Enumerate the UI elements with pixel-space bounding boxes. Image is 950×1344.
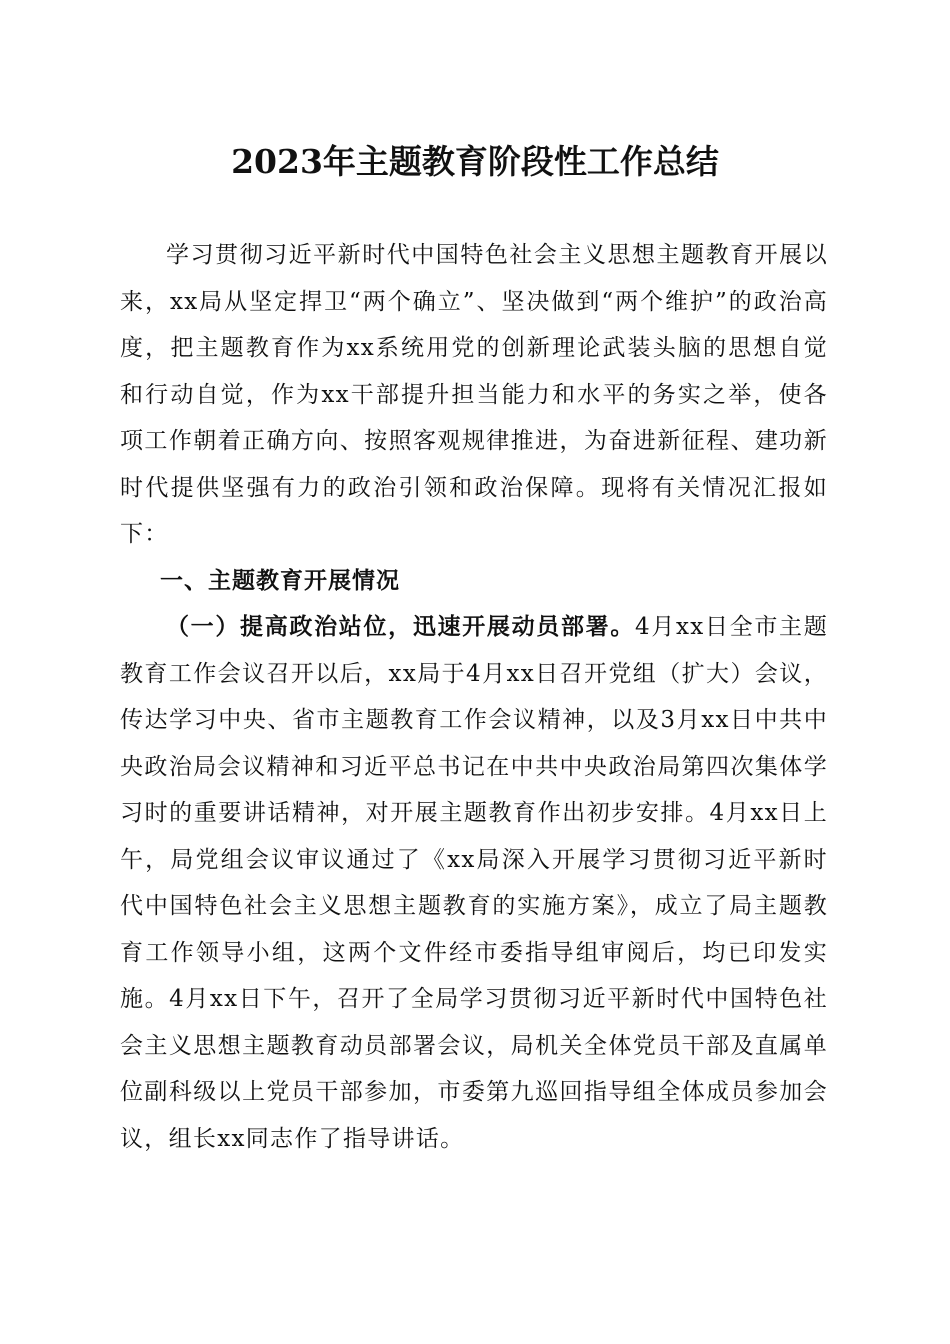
section-heading: 一、主题教育开展情况	[160, 567, 400, 594]
paragraph-text: 4月xx日全市主题教育工作会议召开以后，xx局于4月xx日召开党组（扩大）会议，传达学习中央、省市主题教育工作会议精神，以及3月xx日中共中央政治局会议精神和习近平总书记在中共中央政治局第四次集体学习时的重要讲话精神，对开展主题教育作出初步安排。4月xx日上午，局党组会议审议通过了《xx局深入开展学习贯彻习近平新时代中国特色社会主义思想主题教育的实施方案》，成立了局主题教育工作领导小组，这两个文件经市委指导组审阅后，均已印发实施。4月xx日下午，召开了全局学习贯彻习近平新时代中国特色社会主义思想主题教育动员部署会议，局机关全体党员干部及直属单位副科级以上党员干部参加，市委第九巡回指导组全体成员参加会议，组长xx同志作了指导讲话。	[120, 614, 829, 1152]
section-paragraph	[120, 604, 828, 1162]
document-body	[120, 232, 828, 1162]
intro-paragraph: 学习贯彻习近平新时代中国特色社会主义思想主题教育开展以来，xx局从坚定捍卫“两个确立”、坚决做到“两个维护”的政治高度，把主题教育作为xx系统用党的创新理论武装头脑的思想自觉和行动自觉，作为xx干部提升担当能力和水平的务实之举，使各项工作朝着正确方向、按照客观规律推进，为奋进新征程、建功新时代提供坚强有力的政治引领和政治保障。现将有关情况汇报如下：	[120, 242, 828, 547]
paragraph-lead: （一）提高政治站位，迅速开展动员部署。	[166, 614, 636, 640]
document-title: 2023年主题教育阶段性工作总结	[231, 142, 719, 181]
